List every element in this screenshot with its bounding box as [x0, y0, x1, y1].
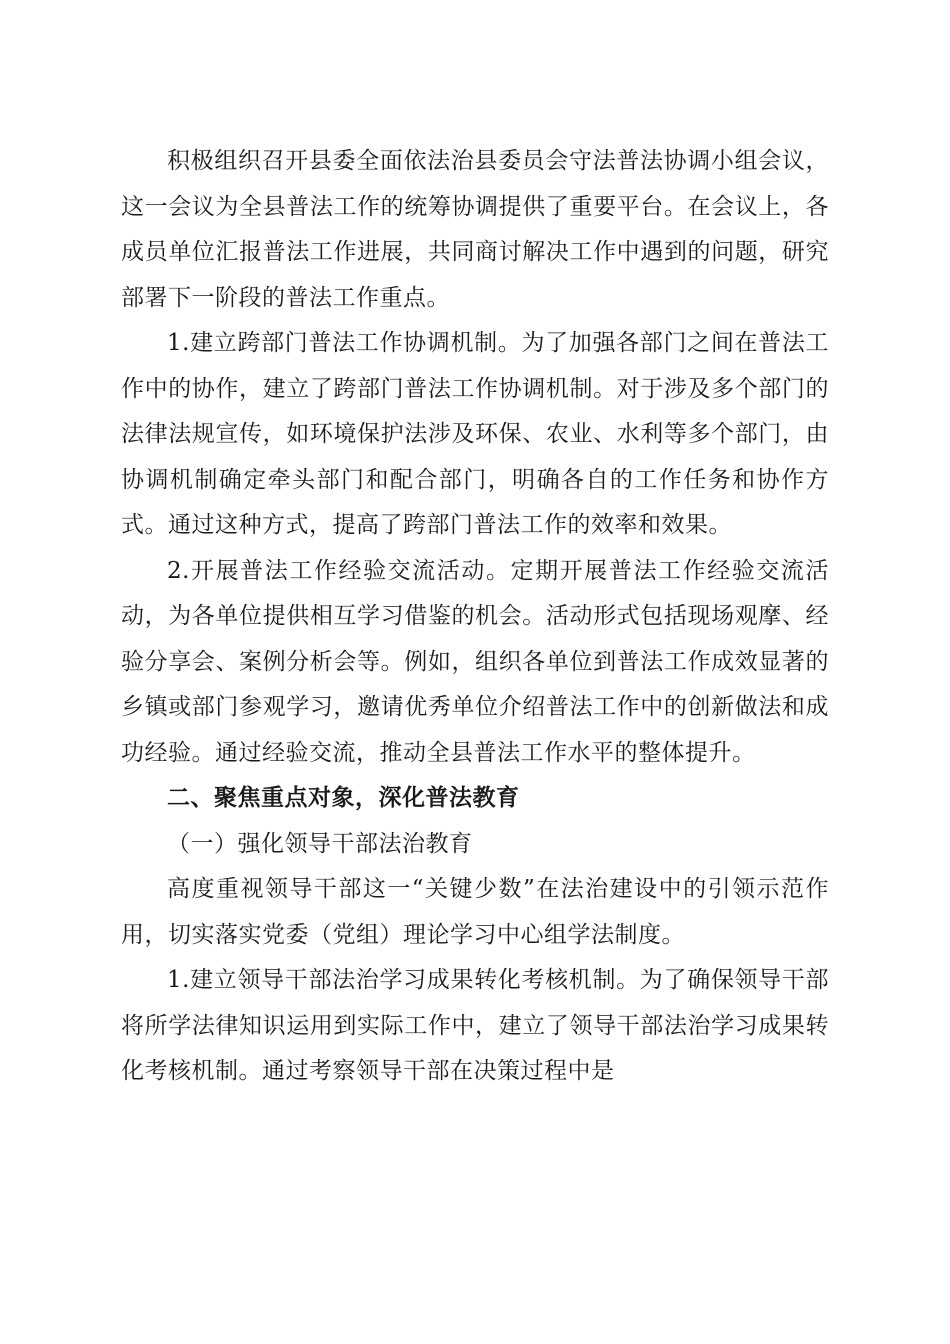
section-heading: 二、聚焦重点对象，深化普法教育	[167, 785, 520, 811]
document-body	[121, 139, 829, 1095]
paragraph-cross-department-mechanism: 1.建立跨部门普法工作协调机制。为了加强各部门之间在普法工作中的协作，建立了跨部门普法工作协调机制。对于涉及多个部门的法律法规宣传，如环境保护法涉及环保、农业、水利等多个部门，由协调机制确定牵头部门和配合部门，明确各自的工作任务和协作方式。通过这种方式，提高了跨部门普法工作的效率和效果。	[121, 330, 829, 538]
paragraph-leading-cadres: 高度重视领导干部这一“关键少数”在法治建设中的引领示范作用，切实落实党委（党组）理论学习中心组学法制度。	[121, 876, 829, 948]
paragraph-experience-exchange: 2.开展普法工作经验交流活动。定期开展普法工作经验交流活动，为各单位提供相互学习借鉴的机会。活动形式包括现场观摩、经验分享会、案例分析会等。例如，组织各单位到普法工作成效显著的乡镇或部门参观学习，邀请优秀单位介绍普法工作中的创新做法和成功经验。通过经验交流，推动全县普法工作水平的整体提升。	[121, 557, 829, 766]
paragraph-assessment-mechanism: 1.建立领导干部法治学习成果转化考核机制。为了确保领导干部将所学法律知识运用到实际工作中，建立了领导干部法治学习成果转化考核机制。通过考察领导干部在决策过程中是	[121, 967, 829, 1084]
subsection-heading: （一）强化领导干部法治教育	[167, 830, 473, 857]
paragraph-meeting: 积极组织召开县委全面依法治县委员会守法普法协调小组会议，这一会议为全县普法工作的统筹协调提供了重要平台。在会议上，各成员单位汇报普法工作进展，共同商讨解决工作中遇到的问题，研究部署下一阶段的普法工作重点。	[121, 148, 829, 311]
